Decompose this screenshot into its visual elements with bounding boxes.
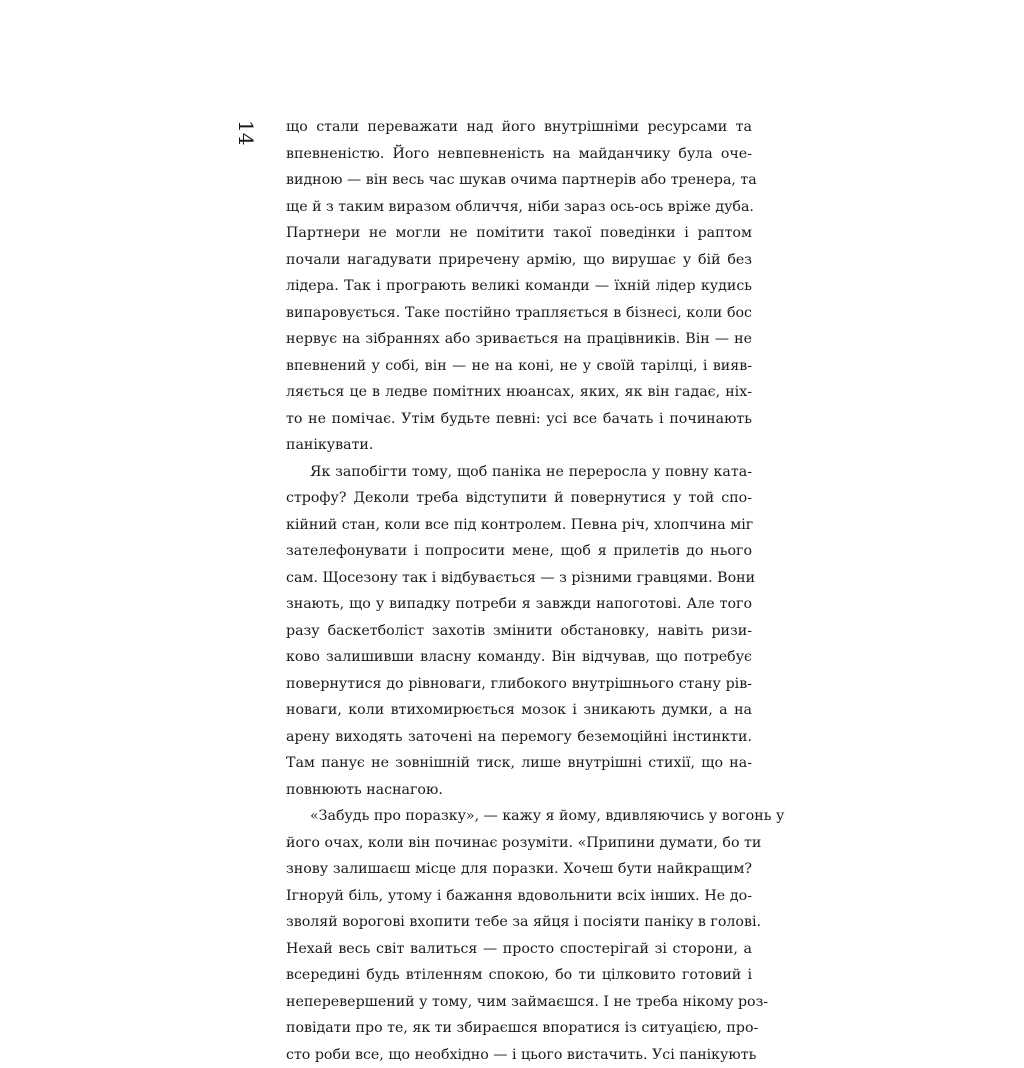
text-line: всередині будь втіленням спокою, бо ти цілковито готовий і <box>286 962 752 989</box>
text-line: «Забудь про поразку», — кажу я йому, вдивляючись у вогонь у <box>286 803 752 830</box>
text-line: сто роби все, що необхідно — і цього вистачить. Усі панікують <box>286 1042 752 1068</box>
text-line: лідера. Так і програють великі команди — їхній лідер кудись <box>286 273 752 300</box>
text-line: ще й з таким виразом обличчя, ніби зараз ось-ось вріже дуба. <box>286 194 752 221</box>
body-text <box>286 114 752 1068</box>
text-line: повідати про те, як ти збираєшся впоратися із ситуацією, про- <box>286 1015 752 1042</box>
text-line: випаровується. Таке постійно трапляється в бізнесі, коли бос <box>286 300 752 327</box>
text-line: нервує на зібраннях або зривається на працівників. Він — не <box>286 326 752 353</box>
text-line: знають, що у випадку потреби я завжди напоготові. Але того <box>286 591 752 618</box>
paragraph <box>286 803 752 1068</box>
text-line: почали нагадувати приречену армію, що вирушає у бій без <box>286 247 752 274</box>
text-line: зателефонувати і попросити мене, щоб я прилетів до нього <box>286 538 752 565</box>
text-line: кійний стан, коли все під контролем. Певна річ, хлопчина міг <box>286 512 752 539</box>
page-number: 14 <box>236 120 256 140</box>
text-line: впевнений у собі, він — не на коні, не у своїй тарілці, і вияв- <box>286 353 752 380</box>
paragraph <box>286 114 752 459</box>
text-line: повернутися до рівноваги, глибокого внутрішнього стану рів- <box>286 671 752 698</box>
text-line: Партнери не могли не помітити такої поведінки і раптом <box>286 220 752 247</box>
text-line: ково залишивши власну команду. Він відчував, що потребує <box>286 644 752 671</box>
text-line: повнюють наснагою. <box>286 777 752 804</box>
text-line: ляється це в ледве помітних нюансах, яких, як він гадає, ніх- <box>286 379 752 406</box>
text-line: Там панує не зовнішній тиск, лише внутрішні стихії, що на- <box>286 750 752 777</box>
text-line: знову залишаєш місце для поразки. Хочеш бути найкращим? <box>286 856 752 883</box>
text-line: панікувати. <box>286 432 752 459</box>
text-line: Нехай весь світ валиться — просто спостерігай зі сторони, а <box>286 936 752 963</box>
text-line: що стали переважати над його внутрішніми ресурсами та <box>286 114 752 141</box>
text-line: сам. Щосезону так і відбувається — з різними гравцями. Вони <box>286 565 752 592</box>
text-line: видною — він весь час шукав очима партнерів або тренера, та <box>286 167 752 194</box>
paragraph <box>286 459 752 804</box>
text-line: Ігноруй біль, утому і бажання вдовольнити всіх інших. Не до- <box>286 883 752 910</box>
text-line: то не помічає. Утім будьте певні: усі все бачать і починають <box>286 406 752 433</box>
text-line: новаги, коли втихомирюється мозок і зникають думки, а на <box>286 697 752 724</box>
text-line: разу баскетболіст захотів змінити обстановку, навіть ризи- <box>286 618 752 645</box>
text-line: його очах, коли він починає розуміти. «Припини думати, бо ти <box>286 830 752 857</box>
text-line: зволяй ворогові вхопити тебе за яйця і посіяти паніку в голові. <box>286 909 752 936</box>
text-line: строфу? Деколи треба відступити й повернутися у той спо- <box>286 485 752 512</box>
text-line: впевненістю. Його невпевненість на майданчику була оче- <box>286 141 752 168</box>
text-line: арену виходять заточені на перемогу беземоційні інстинкти. <box>286 724 752 751</box>
text-line: Як запобігти тому, щоб паніка не переросла у повну ката- <box>286 459 752 486</box>
text-line: неперевершений у тому, чим займаєшся. І не треба нікому роз- <box>286 989 752 1016</box>
